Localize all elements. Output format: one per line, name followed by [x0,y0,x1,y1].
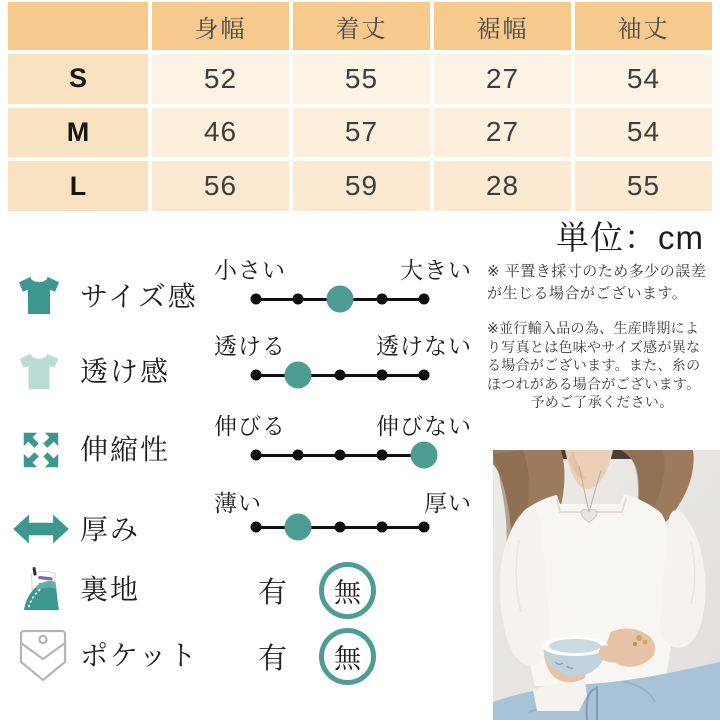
pocket-icon [18,628,68,689]
product-photo [493,450,720,720]
value-cell: 52 [152,54,289,104]
column-header-hem-width: 裾幅 [434,2,571,50]
value-cell: 54 [575,54,712,104]
scale-endpoint-labels [214,328,472,361]
scale-dot [377,294,388,305]
feature-label-size-feel: サイズ感 [80,281,198,312]
value-cell: 28 [434,161,571,211]
feature-label-thickness: 厚み [80,514,141,545]
scale-right-label: 透けない [376,333,472,359]
note-line: ※並行輸入品の為、生産時期によ [487,320,700,336]
option-absent-selected: 無 [319,562,376,619]
scale-dot [293,450,304,461]
size-chart-table [8,2,712,211]
option-present: 有 [258,576,288,609]
value-cell: 54 [575,108,712,158]
value-cell: 55 [293,54,430,104]
scale-dot [411,442,438,469]
disclaimer-notes [487,261,717,412]
scale-sheerness [256,360,424,390]
value-cell: 59 [293,161,430,211]
scale-size-feel [256,284,424,314]
feature-label-stretch: 伸縮性 [80,434,171,465]
feature-label-sheerness: 透け感 [80,356,171,387]
pocket-value-row [258,627,376,685]
scale-dot [377,450,388,461]
scale-dot [419,294,430,305]
column-header-body-width: 身幅 [152,2,289,50]
scale-left-label: 透ける [214,333,286,359]
scale-dot [285,362,312,389]
row-label-l: L [8,161,148,211]
note-line: ※ 平置き採寸のため多少の誤差 [487,263,707,280]
scale-dot [293,294,304,305]
scale-dot [251,522,262,533]
scale-right-label: 大きい [400,257,472,283]
scale-left-label: 伸びる [214,413,286,439]
column-header-sleeve-length: 袖丈 [575,2,712,50]
scale-dot [377,370,388,381]
value-cell: 57 [293,108,430,158]
note-line: ほつれがある場合がございます。 [487,375,701,392]
scale-right-label: 厚い [424,490,472,516]
note-line: 予めご了承ください。 [530,394,674,410]
scale-endpoint-labels [214,252,472,285]
scale-dot [419,522,430,533]
note-import [487,319,717,412]
tshirt-light-icon [16,349,62,400]
value-cell: 56 [152,161,289,211]
feature-label-pocket: ポケット [80,640,199,671]
value-cell: 27 [434,108,571,158]
row-label-s: S [8,54,148,104]
scale-left-label: 小さい [214,257,286,283]
option-absent-selected: 無 [319,628,376,685]
note-line: が生じる場合がございます。 [487,285,688,302]
table-corner-cell [8,2,148,50]
scale-dot [251,370,262,381]
expand-arrows-icon [18,427,64,478]
unit-label: 単位：cm [556,219,704,256]
value-cell: 27 [434,54,571,104]
scale-right-label: 伸びない [376,413,472,439]
note-line: る場合がございます。また、糸の [487,357,701,373]
note-measurement [487,261,717,305]
scale-dot [335,370,346,381]
note-line: り写真とは色味やサイズ感が異な [487,338,701,355]
value-cell: 46 [152,108,289,158]
scale-dot [285,514,312,541]
value-cell: 55 [575,161,712,211]
scale-dot [251,294,262,305]
scale-dot [327,286,354,313]
double-arrow-icon [12,512,70,551]
scale-left-label: 薄い [214,490,262,516]
scale-endpoint-labels [214,408,472,441]
scale-dot [335,450,346,461]
lining-icon [20,564,66,621]
scale-dot [419,370,430,381]
scale-stretch [256,440,424,470]
column-header-length: 着丈 [293,2,430,50]
lining-value-row [258,561,376,619]
scale-dot [251,450,262,461]
scale-dot [335,522,346,533]
scale-dot [377,522,388,533]
scale-thickness [256,512,424,542]
feature-label-lining: 裏地 [80,574,141,605]
option-present: 有 [258,642,288,675]
tshirt-solid-icon [14,272,64,325]
row-label-m: M [8,108,148,158]
